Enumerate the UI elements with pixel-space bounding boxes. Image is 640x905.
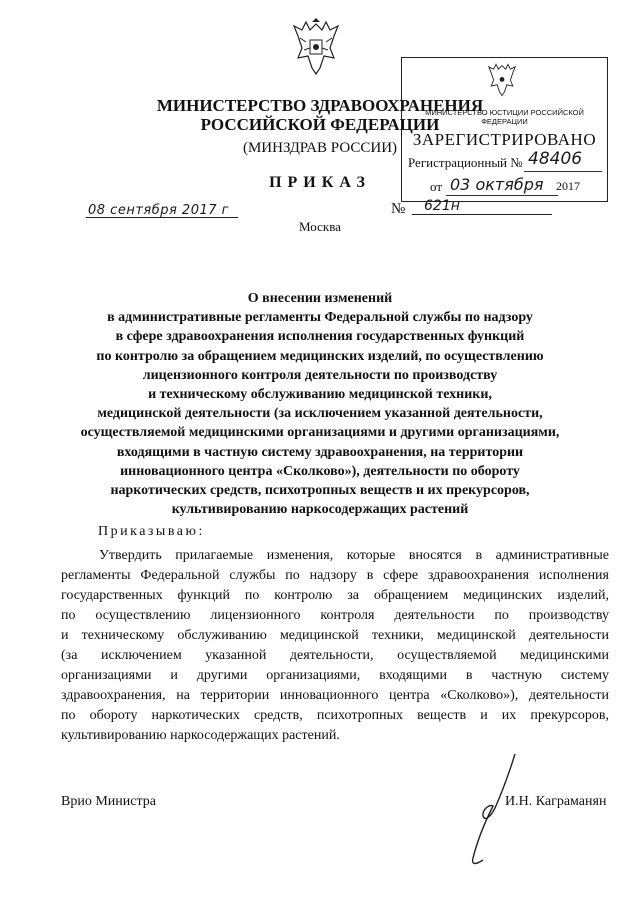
body-line: по осуществлению лицензионного контроля деятельности по производству	[61, 608, 609, 623]
registration-stamp	[401, 57, 608, 202]
signer-position: Врио Министра	[61, 794, 156, 809]
ministry-name-line2: РОССИЙСКОЙ ФЕДЕРАЦИИ	[200, 115, 440, 134]
stamp-date-underline	[446, 195, 558, 196]
heading-line: медицинской деятельности (за исключением указанной деятельности,	[97, 406, 543, 422]
order-heading	[40, 289, 600, 519]
body-line: и техническому обслуживанию медицинской техники, медицинской деятельности	[61, 628, 609, 643]
order-body	[61, 546, 609, 746]
heading-line: наркотических средств, психотропных веществ и их прекурсоров,	[110, 483, 530, 499]
heading-line: осуществляемой медицинскими организациями и другими организациями,	[80, 425, 560, 441]
stamp-issuer: МИНИСТЕРСТВО ЮСТИЦИИ РОССИЙСКОЙ ФЕДЕРАЦИИ	[425, 108, 584, 126]
heading-line: и техническому обслуживанию медицинской техники,	[148, 387, 492, 403]
stamp-number-underline	[524, 171, 602, 172]
heading-line: по контролю за обращением медицинских изделий, по осуществлению	[96, 348, 544, 364]
body-line: Утвердить прилагаемые изменения, которые вносятся в административные	[99, 548, 609, 563]
stamp-year: 2017	[556, 179, 580, 193]
heading-line: лицензионного контроля деятельности по производству	[142, 367, 498, 383]
body-line: регламенты Федеральной службы по надзору в сфере здравоохранения исполнения	[61, 568, 609, 583]
ministry-name-line1: МИНИСТЕРСТВО ЗДРАВООХРАНЕНИЯ	[156, 96, 484, 115]
heading-line: входящими в частную систему здравоохранения, на территории	[116, 444, 524, 460]
number-sign: №	[391, 201, 406, 217]
stamp-coat-of-arms-icon	[485, 62, 519, 98]
date-underline	[86, 217, 238, 218]
stamp-number: 48406	[528, 149, 583, 169]
coat-of-arms-icon	[290, 18, 342, 78]
order-number: 621н	[424, 198, 460, 214]
heading-line: инновационного центра «Сколково»), деятельности по обороту	[120, 463, 520, 479]
body-line: государственных функций по контролю за обращением медицинских изделий,	[61, 588, 609, 603]
order-word: Приказываю:	[98, 524, 205, 539]
handwritten-signature	[455, 750, 525, 870]
heading-line: в административные регламенты Федеральной службы по надзору	[107, 310, 533, 326]
order-date: 08 сентября 2017 г	[88, 203, 229, 218]
body-line: организациями и другими организациями, входящими в частную систему	[61, 668, 609, 683]
stamp-status: ЗАРЕГИСТРИРОВАНО	[412, 130, 597, 149]
number-underline	[412, 214, 552, 215]
stamp-from-label: от	[430, 179, 443, 194]
body-line: (за исключением указанной деятельности, осуществляемой медицинскими	[61, 648, 609, 663]
document-type: ПРИКАЗ	[269, 174, 371, 191]
heading-line: культивированию наркосодержащих растений	[171, 502, 469, 518]
body-line: по обороту наркотических средств, психотропных веществ и их прекурсоров,	[61, 708, 609, 723]
heading-line: в сфере здравоохранения исполнения государственных функций	[115, 329, 525, 345]
body-line: культивированию наркосодержащих растений.	[61, 728, 340, 743]
stamp-number-label: Регистрационный №	[408, 155, 523, 170]
city: Москва	[299, 219, 341, 234]
signer-name: И.Н. Каграманян	[505, 794, 607, 809]
stamp-date: 03 октября	[450, 175, 544, 194]
ministry-abbreviation: (МИНЗДРАВ РОССИИ)	[242, 140, 398, 156]
body-line: здравоохранения, на территории инновационного центра «Сколково»), деятельности	[61, 688, 609, 703]
heading-line: О внесении изменений	[247, 291, 393, 306]
